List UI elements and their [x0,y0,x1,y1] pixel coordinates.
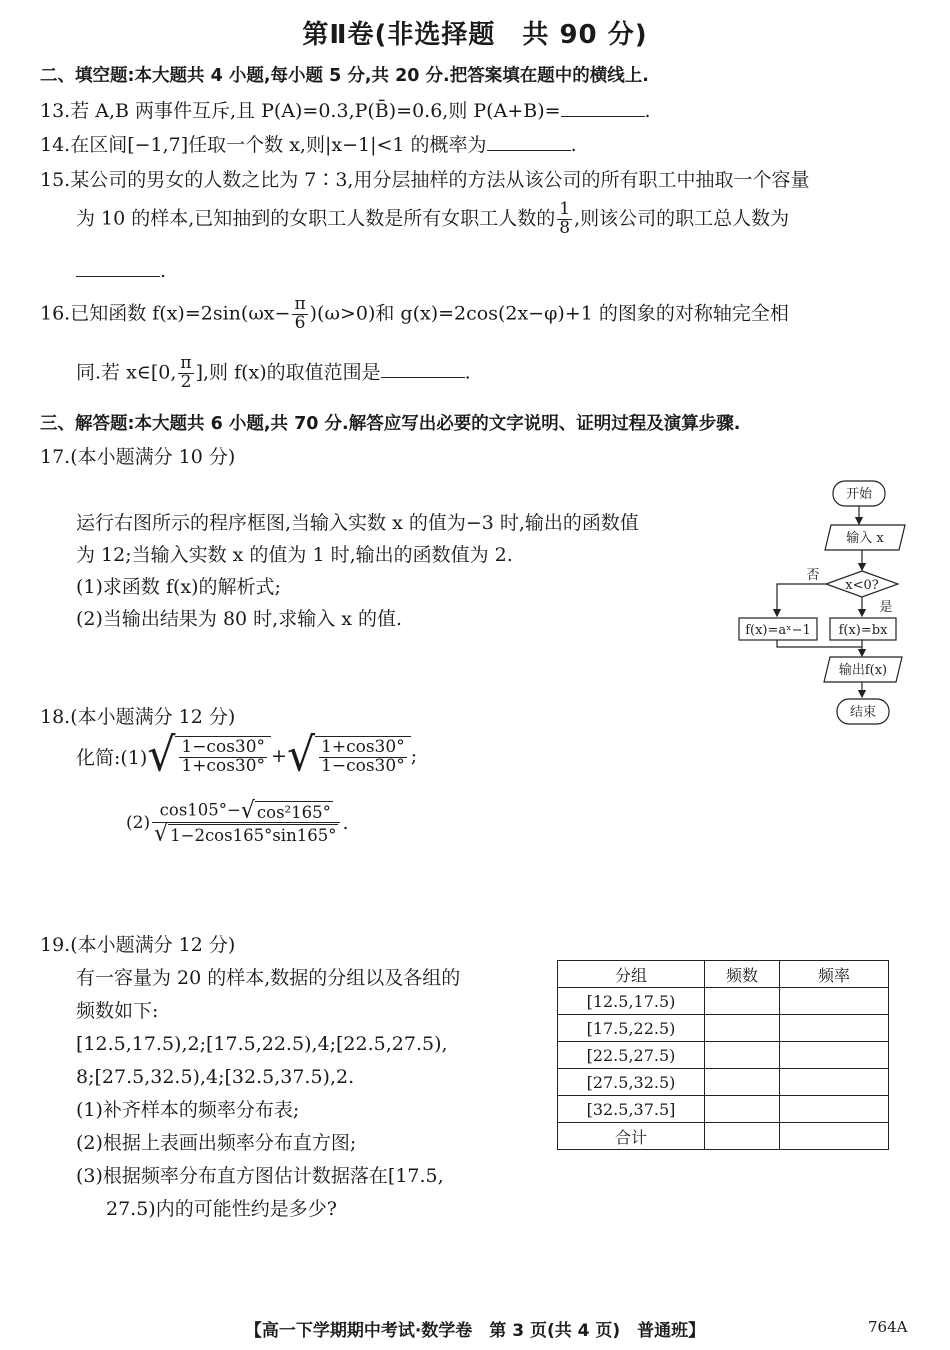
q18-heading: 18.(本小题满分 12 分) [40,706,236,728]
table-row [558,1123,889,1150]
q19-line: 27.5)内的可能性约是多少? [106,1198,337,1220]
fraction-denominator: 2 [180,371,192,392]
group-cell: [12.5,17.5) [558,988,705,1015]
q18-part-1-end: ; [410,745,418,767]
program-flowchart [730,475,920,730]
q17-line-4: (2)当输出结果为 80 时,求输入 x 的值. [76,608,403,630]
empty-cell [705,1015,780,1042]
section-3-heading: 三、解答题:本大题共 6 小题,共 70 分.解答应写出必要的文字说明、证明过程及演算步骤. [40,414,741,434]
empty-cell [780,1042,889,1069]
sqrt-expression [286,728,411,783]
right-box-label: f(x)=bx [838,623,888,638]
q19-body [76,962,460,1226]
paper-code: 764A [868,1318,908,1336]
empty-cell [780,1069,889,1096]
radicand [315,736,411,776]
q19-heading: 19.(本小题满分 12 分) [40,934,236,956]
table-row [558,1015,889,1042]
empty-cell [705,1042,780,1069]
q14-blank [487,132,571,151]
q17-line-2: 为 12;当输入实数 x 的值为 1 时,输出的函数值为 2. [76,544,513,566]
fraction-numerator: π [180,353,192,373]
fraction-numerator: 1 [559,199,571,219]
plus-sign: + [271,745,287,767]
empty-cell [705,1069,780,1096]
q17-line-3: (1)求函数 f(x)的解析式; [76,576,281,598]
sqrt-expression [154,820,338,847]
yes-label: 是 [879,600,893,615]
q18-part-2 [126,797,349,847]
empty-cell [780,988,889,1015]
question-16-line-2 [76,355,471,392]
header-relative-frequency: 频率 [780,961,889,988]
empty-cell [705,1096,780,1123]
q18-part-2-end: . [342,811,349,834]
radicand [175,736,271,776]
q15-fraction [557,201,572,238]
q16-blank [381,359,465,378]
q14-end: . [570,134,577,156]
no-label: 否 [806,568,820,583]
fraction-denominator [152,820,340,847]
fraction [319,739,407,776]
input-label: 输入 x [846,531,884,546]
q16-fraction-1 [292,296,307,333]
q19-line: [12.5,17.5),2;[17.5,22.5),4;[22.5,27.5), [76,1033,448,1055]
page-footer: 【高一下学期期中考试·数学卷 第 3 页(共 4 页) 普通班】 [244,1321,706,1341]
fraction [152,797,340,847]
start-label: 开始 [845,487,873,502]
empty-cell [705,988,780,1015]
frequency-table [557,960,889,1150]
table-row [558,1042,889,1069]
merge-line [777,640,862,647]
numerator-text: cos105°− [159,800,241,820]
condition-label: x<0? [845,578,879,593]
q19-line: 频数如下: [76,1000,159,1022]
empty-cell [780,1096,889,1123]
q16-fraction-2 [178,355,193,392]
q16-text-b: )(ω>0)和 g(x)=2cos(2x−φ)+1 的图象的对称轴完全相 [309,302,789,325]
table-header-row [558,961,889,988]
fraction-numerator: 1−cos30° [181,737,266,758]
group-cell: [17.5,22.5) [558,1015,705,1042]
q19-line: (3)根据频率分布直方图估计数据落在[17.5, [76,1165,444,1187]
header-frequency: 频数 [705,961,780,988]
empty-cell [780,1123,889,1150]
radical-sign: √ [240,797,255,824]
q17-line-1: 运行右图所示的程序框图,当输入实数 x 的值为−3 时,输出的函数值 [76,512,639,534]
q19-line: (2)根据上表画出频率分布直方图; [76,1132,357,1154]
q13-text: 13.若 A,B 两事件互斥,且 P(A)=0.3,P(B̄)=0.6,则 P(A+B)= [40,100,561,122]
q16-text-c: 同.若 x∈[0, [76,361,177,384]
q16-text-a: 16.已知函数 f(x)=2sin(ωx− [40,302,291,325]
fraction-denominator: 8 [559,217,571,238]
q16-end: . [464,361,471,384]
question-15-line-3 [76,258,166,282]
section-2-heading: 二、填空题:本大题共 4 小题,每小题 5 分,共 20 分.把答案填在题中的横线上. [40,66,649,86]
q19-line: (1)补齐样本的频率分布表; [76,1099,300,1121]
fraction-numerator [152,797,340,824]
q15-text-b: ,则该公司的职工总人数为 [574,207,790,230]
header-group: 分组 [558,961,705,988]
q17-heading: 17.(本小题满分 10 分) [40,446,236,468]
output-label: 输出f(x) [838,663,888,678]
q14-text: 14.在区间[−1,7]任取一个数 x,则|x−1|<1 的概率为 [40,134,487,156]
empty-cell [705,1123,780,1150]
q13-blank [561,98,645,117]
q15-end: . [160,260,167,282]
q15-blank [76,258,160,277]
radical-sign: √ [286,728,316,783]
q15-text-a: 为 10 的样本,已知抽到的女职工人数是所有女职工人数的 [76,207,556,230]
q19-line: 有一容量为 20 的样本,数据的分组以及各组的 [76,967,461,989]
fraction-denominator: 6 [294,312,306,333]
question-16-line-1 [40,296,789,333]
radical-sign: √ [147,728,176,783]
total-cell: 合计 [558,1123,705,1150]
left-box-label: f(x)=aˣ−1 [745,623,811,638]
table-row [558,1069,889,1096]
q13-end: . [644,100,651,122]
fraction-numerator: 1+cos30° [321,737,405,758]
table-row [558,988,889,1015]
fraction-denominator: 1+cos30° [181,756,266,776]
fraction [179,739,267,776]
no-branch-arrow [777,584,826,616]
sqrt-expression [240,797,333,824]
empty-cell [780,1015,889,1042]
q18-part-2-label: (2) [126,812,151,833]
sqrt-expression [147,728,271,783]
fraction-numerator: π [294,294,306,314]
radicand: 1−2cos165°sin165° [170,825,337,845]
question-13 [40,96,651,123]
q19-line: 8;[27.5,32.5),4;[32.5,37.5),2. [76,1066,355,1088]
q18-part-1-label: 化简:(1) [76,746,148,769]
table-row [558,1096,889,1123]
group-cell: [27.5,32.5) [558,1069,705,1096]
page-title: 第Ⅱ卷(非选择题 共 90 分) [302,20,648,50]
end-label: 结束 [849,705,877,720]
fraction-denominator: 1−cos30° [321,756,405,776]
group-cell: [22.5,27.5) [558,1042,705,1069]
radicand: cos²165° [256,802,331,822]
question-14 [40,130,577,157]
q18-part-1 [76,728,418,783]
q16-text-d: ],则 f(x)的取值范围是 [195,361,381,384]
group-cell: [32.5,37.5] [558,1096,705,1123]
question-15-line-2 [76,201,789,238]
radical-sign: √ [154,820,169,847]
question-15-line-1: 15.某公司的男女的人数之比为 7∶3,用分层抽样的方法从该公司的所有职工中抽取一个容量 [40,169,810,191]
